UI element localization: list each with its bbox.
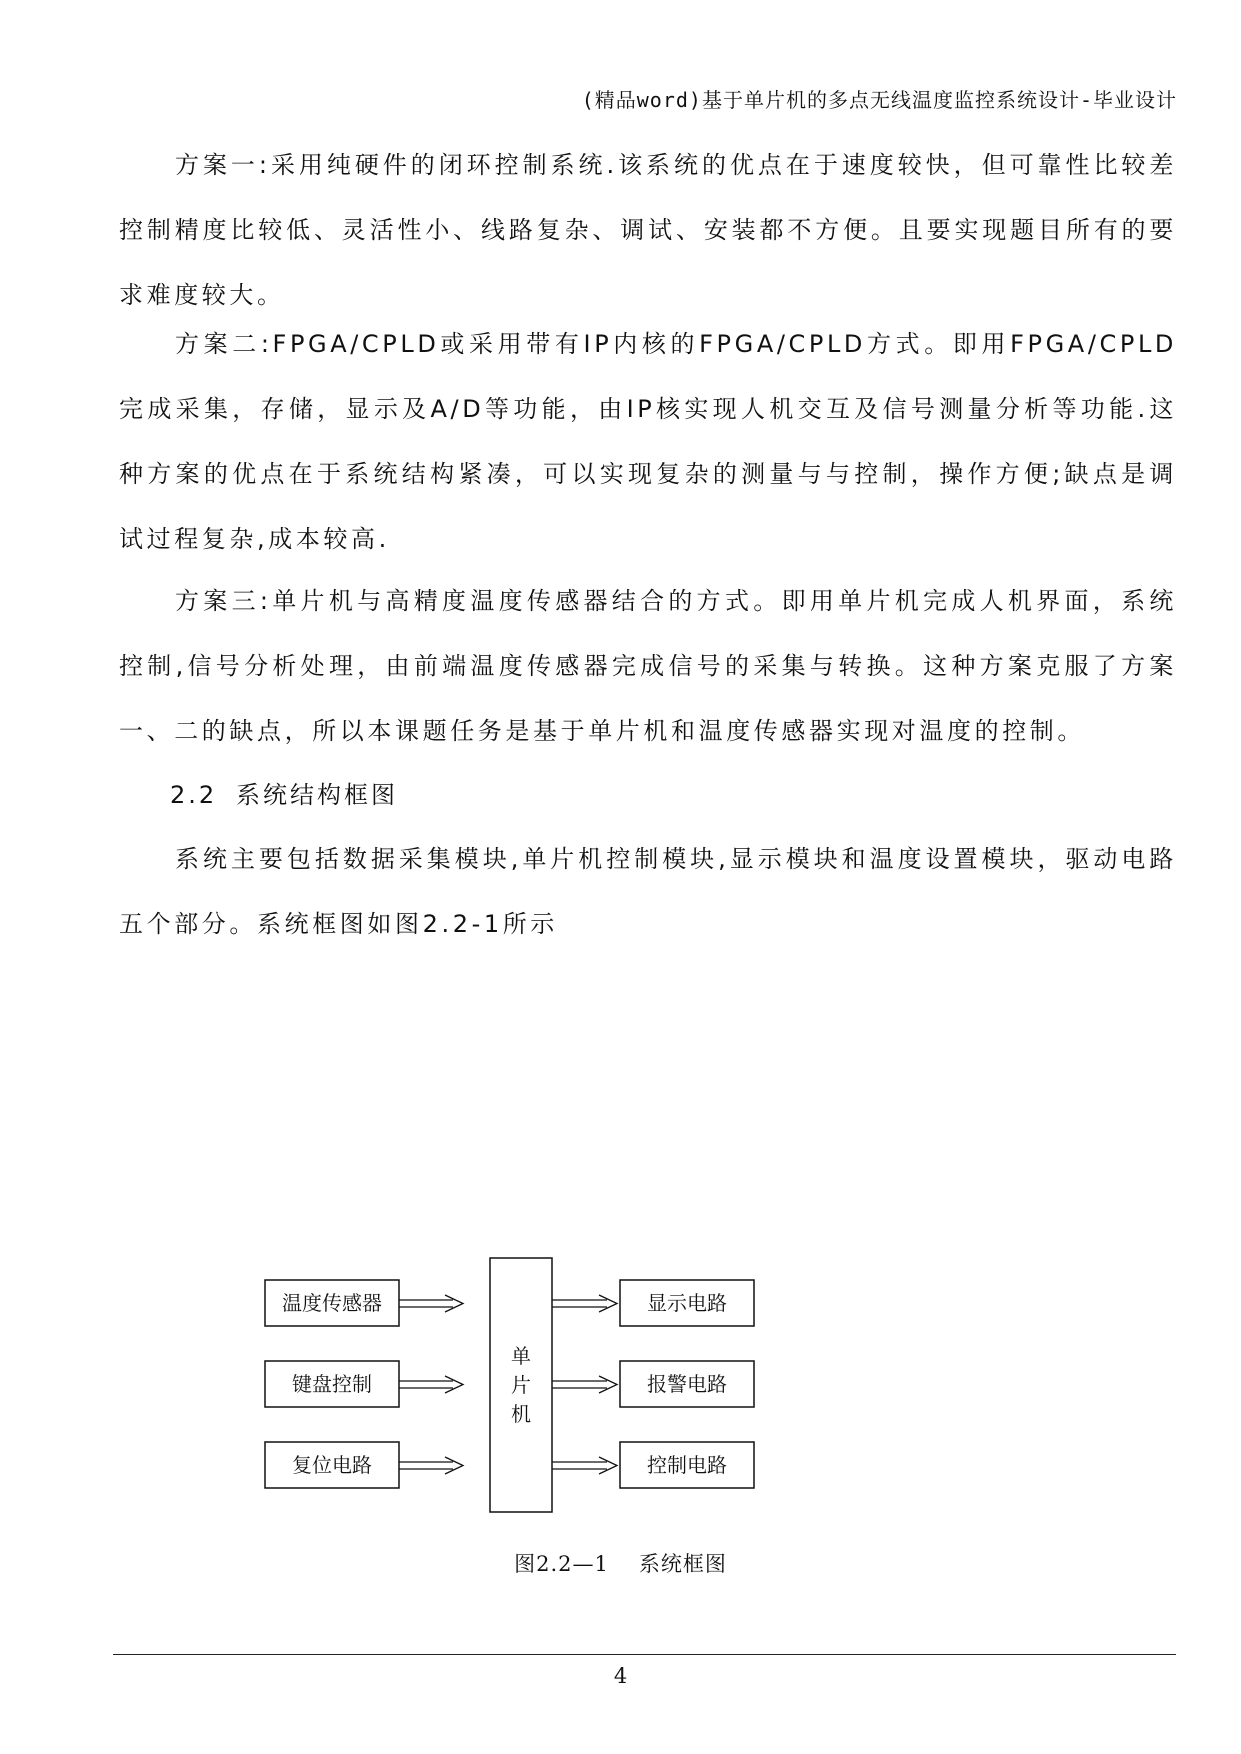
figure-title: 系统框图 [638,1552,727,1576]
input-block-temperature-sensor [265,1280,399,1326]
output-block-display-circuit [620,1280,754,1326]
input-label-reset-circuit: 复位电路 [292,1453,372,1477]
section-heading [170,775,398,810]
section-number: 2.2 [170,781,218,809]
footer-divider [113,1654,1176,1655]
mcu-label-char-3: 机 [511,1402,531,1426]
mcu-label-char-1: 单 [511,1344,531,1368]
paragraph-scheme-1: 方案一:采用纯硬件的闭环控制系统.该系统的优点在于速度较快，但可靠性比较差控制精度比较低、灵活性小、线路复杂、调试、安装都不方便。且要实现题目所有的要求难度较大。 [119,151,1177,309]
paragraph-scheme-3: 方案三:单片机与高精度温度传感器结合的方式。即用单片机完成人机界面，系统控制,信号分析处理，由前端温度传感器完成信号的采集与转换。这种方案克服了方案一、二的缺点，所以本课题任务是基于单片机和温度传感器实现对温度的控制。 [119,587,1177,745]
input-label-temperature-sensor: 温度传感器 [282,1291,382,1315]
page-number: 4 [613,1664,628,1688]
input-arrow-2 [399,1376,463,1393]
output-arrow-3 [552,1457,617,1474]
output-block-alarm-circuit [620,1361,754,1407]
input-label-keyboard-control: 键盘控制 [292,1372,372,1396]
input-block-reset-circuit [265,1442,399,1488]
mcu-label-char-2: 片 [511,1373,531,1397]
input-arrow-3 [399,1457,463,1474]
section-title: 系统结构框图 [236,781,398,809]
paragraph-scheme-2: 方案二:FPGA/CPLD或采用带有IP内核的FPGA/CPLD方式。即用FPGA/CPLD完成采集，存储，显示及A/D等功能，由IP核实现人机交互及信号测量分析等功能.这种方案的优点在于系统结构紧凑，可以实现复杂的测量与与控制，操作方便;缺点是调试过程复杂,成本较高. [119,330,1177,553]
output-arrow-1 [552,1295,617,1312]
output-arrow-2 [552,1376,617,1393]
system-block-diagram [260,1250,780,1530]
input-block-keyboard-control [265,1361,399,1407]
mcu-block [490,1258,552,1512]
output-block-control-circuit [620,1442,754,1488]
paragraph-system-overview: 系统主要包括数据采集模块,单片机控制模块,显示模块和温度设置模块，驱动电路五个部分。系统框图如图2.2-1所示 [119,845,1177,938]
output-label-control-circuit: 控制电路 [647,1453,727,1477]
figure-caption [0,1548,1241,1578]
output-label-alarm-circuit: 报警电路 [647,1372,727,1396]
running-header: (精品word)基于单片机的多点无线温度监控系统设计-毕业设计 [581,88,1177,112]
output-label-display-circuit: 显示电路 [647,1291,727,1315]
figure-number: 图2.2—1 [514,1552,609,1576]
input-arrow-1 [399,1295,463,1312]
